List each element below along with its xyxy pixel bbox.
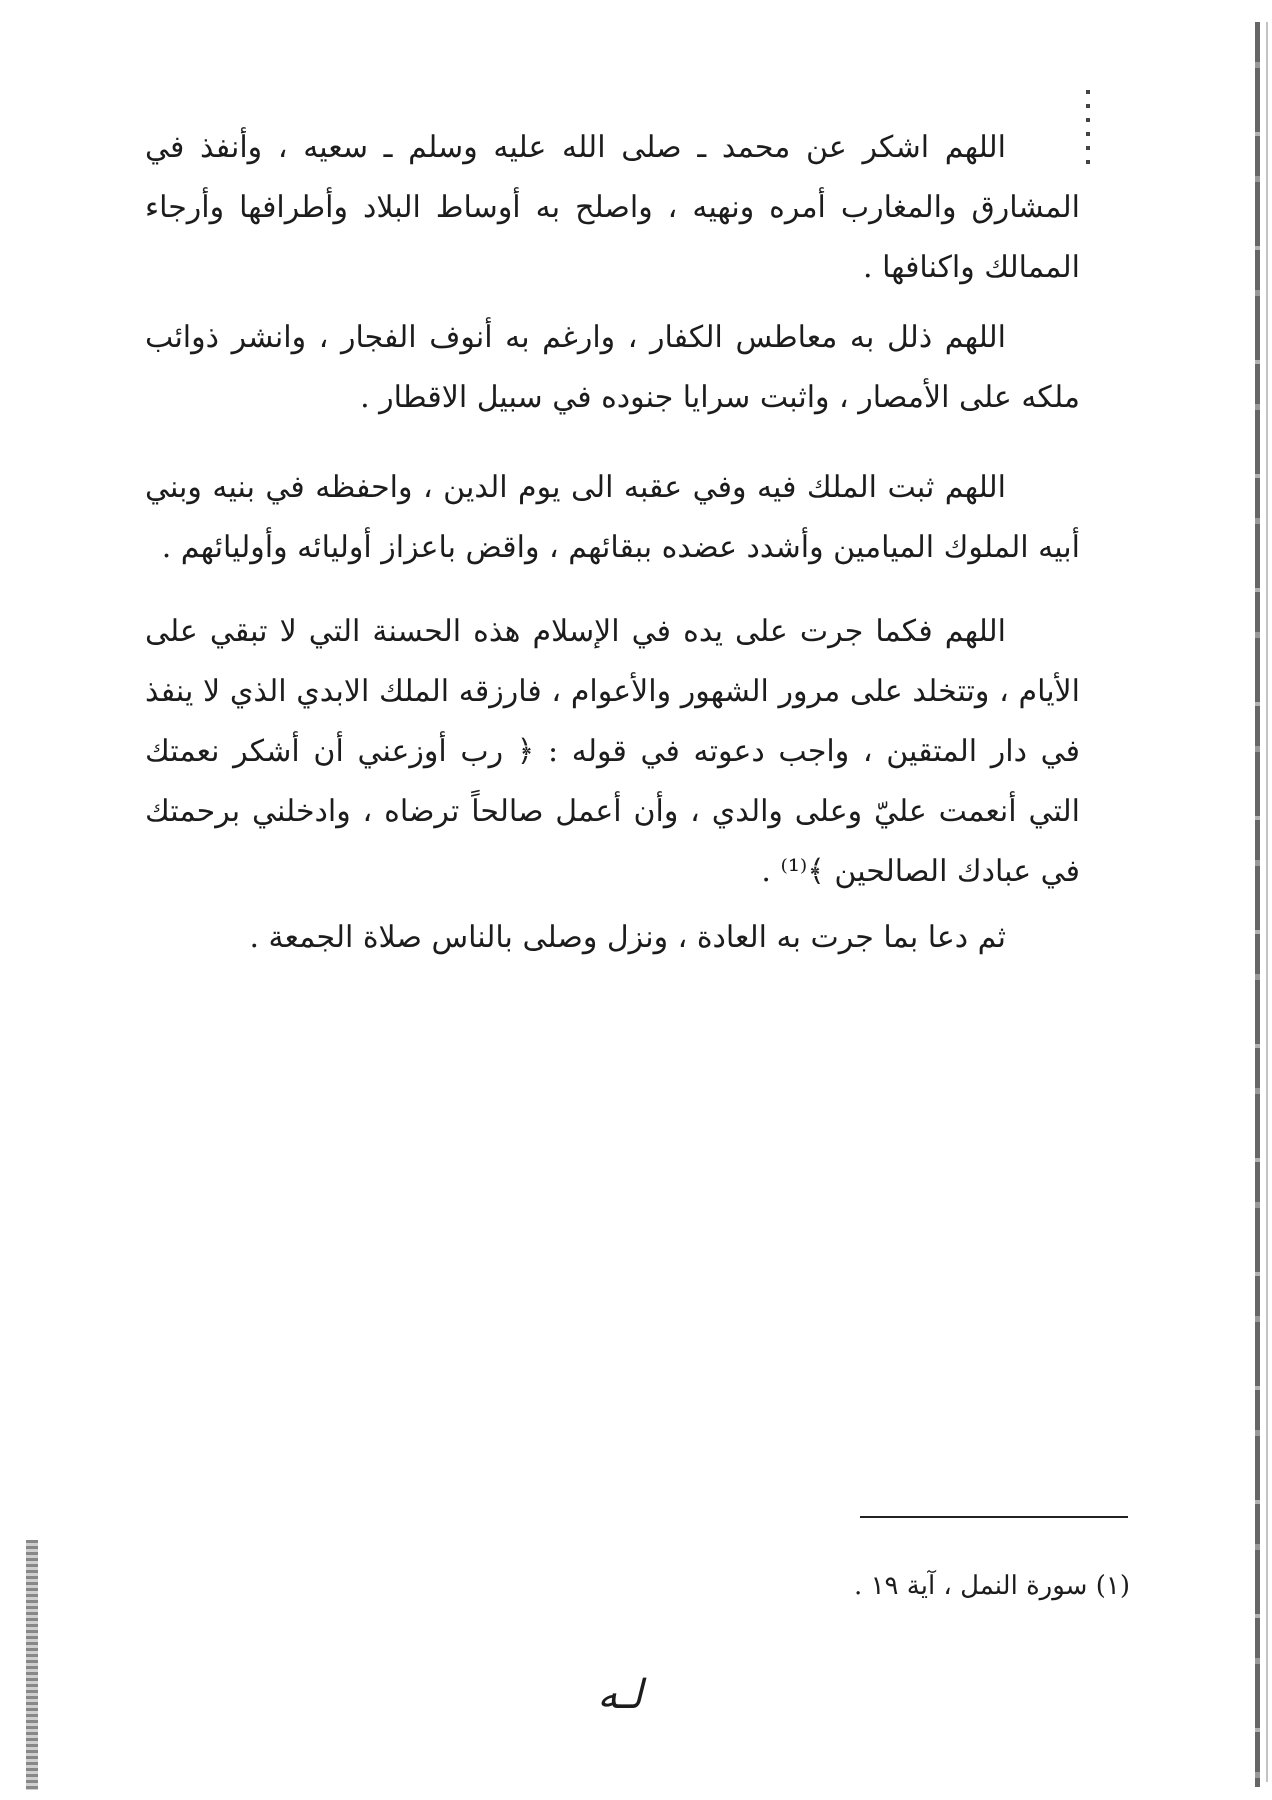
page-number: لـه — [597, 1672, 643, 1718]
scan-edge-right-line — [1266, 22, 1268, 1782]
paragraph-2: اللهم ذلل به معاطس الكفار ، وارغم به أنوف الفجار ، وانشر ذوائب ملكه على الأمصار ، واثبت سرايا جنوده في سبيل الاقطار . — [145, 320, 1080, 415]
scan-edge-right — [1255, 22, 1260, 1787]
paragraph-1: اللهم اشكر عن محمد ـ صلى الله عليه وسلم ـ سعيه ، وأنفذ في المشارق والمغارب أمره ونهيه ، واصلح به أوساط البلاد وأطرافها وأرجاء الممالك واكنافها . — [145, 130, 1080, 285]
paragraph-3: اللهم ثبت الملك فيه وفي عقبه الى يوم الدين ، واحفظه في بنيه وبني أبيه الملوك الميامين وأشدد عضده ببقائهم ، واقض باعزاز أوليائه وأوليائهم . — [145, 470, 1080, 565]
paragraph-5: ثم دعا بما جرت به العادة ، ونزل وصلى بالناس صلاة الجمعة . — [249, 920, 1006, 955]
paragraph-4: اللهم فكما جرت على يده في الإسلام هذه الحسنة التي لا تبقي على الأيام ، وتتخلد على مرور الشهور والأعوام ، فارزقه الملك الابدي الذي لا ينفذ في دار المتقين ، واجب دعوته في قوله : ﴿ رب أوزعني أن أشكر نعمتك التي أنعمت عليّ وعلى والدي ، وأن أعمل صالحاً ترضاه ، وادخلني برحمتك في عبادك الصالحين ﴾⁽¹⁾ . — [145, 614, 1080, 889]
scan-edge-left — [26, 1540, 38, 1790]
footnote-divider — [860, 1516, 1128, 1518]
footnote: (١) سورة النمل ، آية ١٩ . — [854, 1571, 1130, 1601]
margin-marks — [1086, 90, 1090, 170]
